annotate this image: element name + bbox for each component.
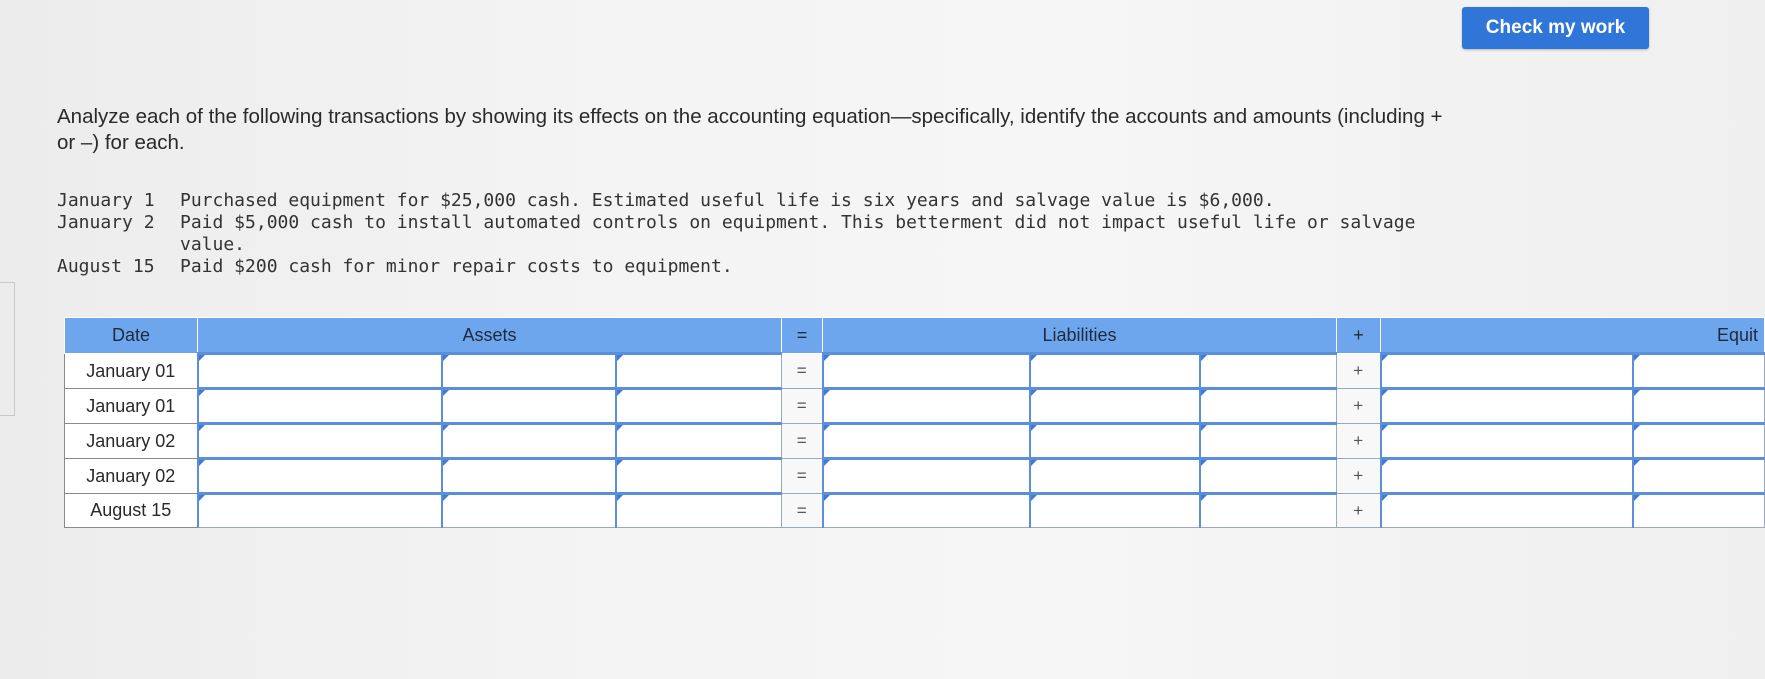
liabilities-amount-2-input[interactable] [1201,355,1337,387]
liabilities-account-cell [823,459,1030,494]
assets-amount-2-cell [616,424,782,459]
equity-account-input[interactable] [1382,355,1632,387]
equals-sign: = [782,494,823,528]
liabilities-amount-1-input[interactable] [1031,355,1199,387]
assets-account-input[interactable] [199,495,441,527]
transaction-list [57,190,1457,278]
liabilities-amount-1-cell [1030,354,1200,389]
assets-amount-2-input[interactable] [617,390,782,422]
plus-sign: + [1337,494,1381,528]
equity-account-cell [1381,459,1633,494]
assets-amount-1-cell [442,354,616,389]
liabilities-account-cell [823,354,1030,389]
transaction-date: January 2 [57,212,155,233]
assets-amount-1-cell [442,389,616,424]
accounting-equation-table-wrapper [64,317,1758,524]
assets-account-cell [198,424,442,459]
transaction-date: August 15 [57,256,155,277]
liabilities-amount-2-cell [1200,389,1337,424]
header-plus: + [1337,318,1381,354]
liabilities-account-cell [823,424,1030,459]
equity-amount-input[interactable] [1634,425,1765,457]
equity-account-cell [1381,494,1633,528]
row-date: August 15 [65,494,198,528]
assets-amount-1-cell [442,494,616,528]
assets-amount-1-input[interactable] [443,355,615,387]
assets-account-input[interactable] [199,425,441,457]
liabilities-amount-1-input[interactable] [1031,390,1199,422]
equity-amount-cell [1633,459,1765,494]
header-liabilities: Liabilities [823,318,1337,354]
equity-account-cell [1381,389,1633,424]
liabilities-account-cell [823,389,1030,424]
assets-account-input[interactable] [199,390,441,422]
equity-account-input[interactable] [1382,390,1632,422]
liabilities-amount-1-cell [1030,459,1200,494]
equity-account-cell [1381,424,1633,459]
plus-sign: + [1337,424,1381,459]
transaction-description: Paid $200 cash for minor repair costs to equipment. [180,256,733,277]
assets-amount-2-input[interactable] [617,495,782,527]
liabilities-amount-2-cell [1200,494,1337,528]
liabilities-amount-1-cell [1030,494,1200,528]
liabilities-account-input[interactable] [824,425,1029,457]
assets-account-cell [198,459,442,494]
assets-amount-2-input[interactable] [617,355,782,387]
liabilities-amount-2-cell [1200,354,1337,389]
table-row [65,459,1765,494]
assets-amount-1-input[interactable] [443,495,615,527]
equity-account-input[interactable] [1382,425,1632,457]
assets-amount-1-cell [442,424,616,459]
equity-amount-cell [1633,424,1765,459]
assets-amount-1-input[interactable] [443,390,615,422]
transaction-item [57,212,1457,256]
table-header-row [65,318,1765,354]
liabilities-amount-2-cell [1200,459,1337,494]
assets-amount-2-cell [616,494,782,528]
plus-sign: + [1337,389,1381,424]
equity-account-cell [1381,354,1633,389]
liabilities-amount-1-cell [1030,389,1200,424]
equals-sign: = [782,424,823,459]
plus-sign: + [1337,459,1381,494]
transaction-description: Paid $5,000 cash to install automated controls on equipment. This betterment did not impact useful life or salvage value. [180,212,1416,255]
row-date: January 02 [65,459,198,494]
plus-sign: + [1337,354,1381,389]
header-assets: Assets [198,318,782,354]
liabilities-amount-2-input[interactable] [1201,425,1337,457]
assets-account-cell [198,389,442,424]
transaction-description: Purchased equipment for $25,000 cash. Estimated useful life is six years and salvage value is $6,000. [180,190,1275,211]
assets-account-input[interactable] [199,355,441,387]
liabilities-account-input[interactable] [824,495,1029,527]
assets-amount-1-input[interactable] [443,460,615,492]
row-date: January 02 [65,424,198,459]
assets-amount-2-cell [616,354,782,389]
header-date: Date [65,318,198,354]
assets-amount-2-cell [616,459,782,494]
liabilities-amount-1-cell [1030,424,1200,459]
row-date: January 01 [65,389,198,424]
accounting-equation-table [64,317,1765,528]
equity-amount-cell [1633,494,1765,528]
assets-account-cell [198,494,442,528]
equity-account-input[interactable] [1382,495,1632,527]
table-row [65,424,1765,459]
table-row [65,494,1765,528]
equals-sign: = [782,354,823,389]
assets-amount-2-input[interactable] [617,425,782,457]
equals-sign: = [782,459,823,494]
equity-amount-input[interactable] [1634,495,1765,527]
liabilities-amount-2-input[interactable] [1201,390,1337,422]
equity-amount-input[interactable] [1634,460,1765,492]
check-my-work-button[interactable]: Check my work [1462,7,1649,49]
equals-sign: = [782,389,823,424]
equity-amount-cell [1633,354,1765,389]
left-edge-frame [0,282,15,416]
assets-amount-1-cell [442,459,616,494]
transaction-date: January 1 [57,190,155,211]
table-row [65,354,1765,389]
assets-amount-2-input[interactable] [617,460,782,492]
row-date: January 01 [65,354,198,389]
liabilities-amount-2-cell [1200,424,1337,459]
transaction-item [57,256,1457,278]
header-equity: Equit [1381,318,1765,354]
equity-amount-cell [1633,389,1765,424]
transaction-item [57,190,1457,212]
liabilities-amount-2-input[interactable] [1201,460,1337,492]
assets-account-input[interactable] [199,460,441,492]
equity-amount-input[interactable] [1634,390,1765,422]
liabilities-account-input[interactable] [824,390,1029,422]
assets-amount-1-input[interactable] [443,425,615,457]
liabilities-amount-1-input[interactable] [1031,425,1199,457]
header-equals: = [782,318,823,354]
assets-amount-2-cell [616,389,782,424]
assets-account-cell [198,354,442,389]
liabilities-account-cell [823,494,1030,528]
liabilities-amount-2-input[interactable] [1201,495,1337,527]
equity-account-input[interactable] [1382,460,1632,492]
liabilities-account-input[interactable] [824,460,1029,492]
liabilities-amount-1-input[interactable] [1031,495,1199,527]
equity-amount-input[interactable] [1634,355,1765,387]
question-prompt: Analyze each of the following transactions by showing its effects on the accounting equation—specifically, identify the accounts and amounts (including + or –) for each. [57,105,1443,154]
table-row [65,389,1765,424]
liabilities-account-input[interactable] [824,355,1029,387]
liabilities-amount-1-input[interactable] [1031,460,1199,492]
